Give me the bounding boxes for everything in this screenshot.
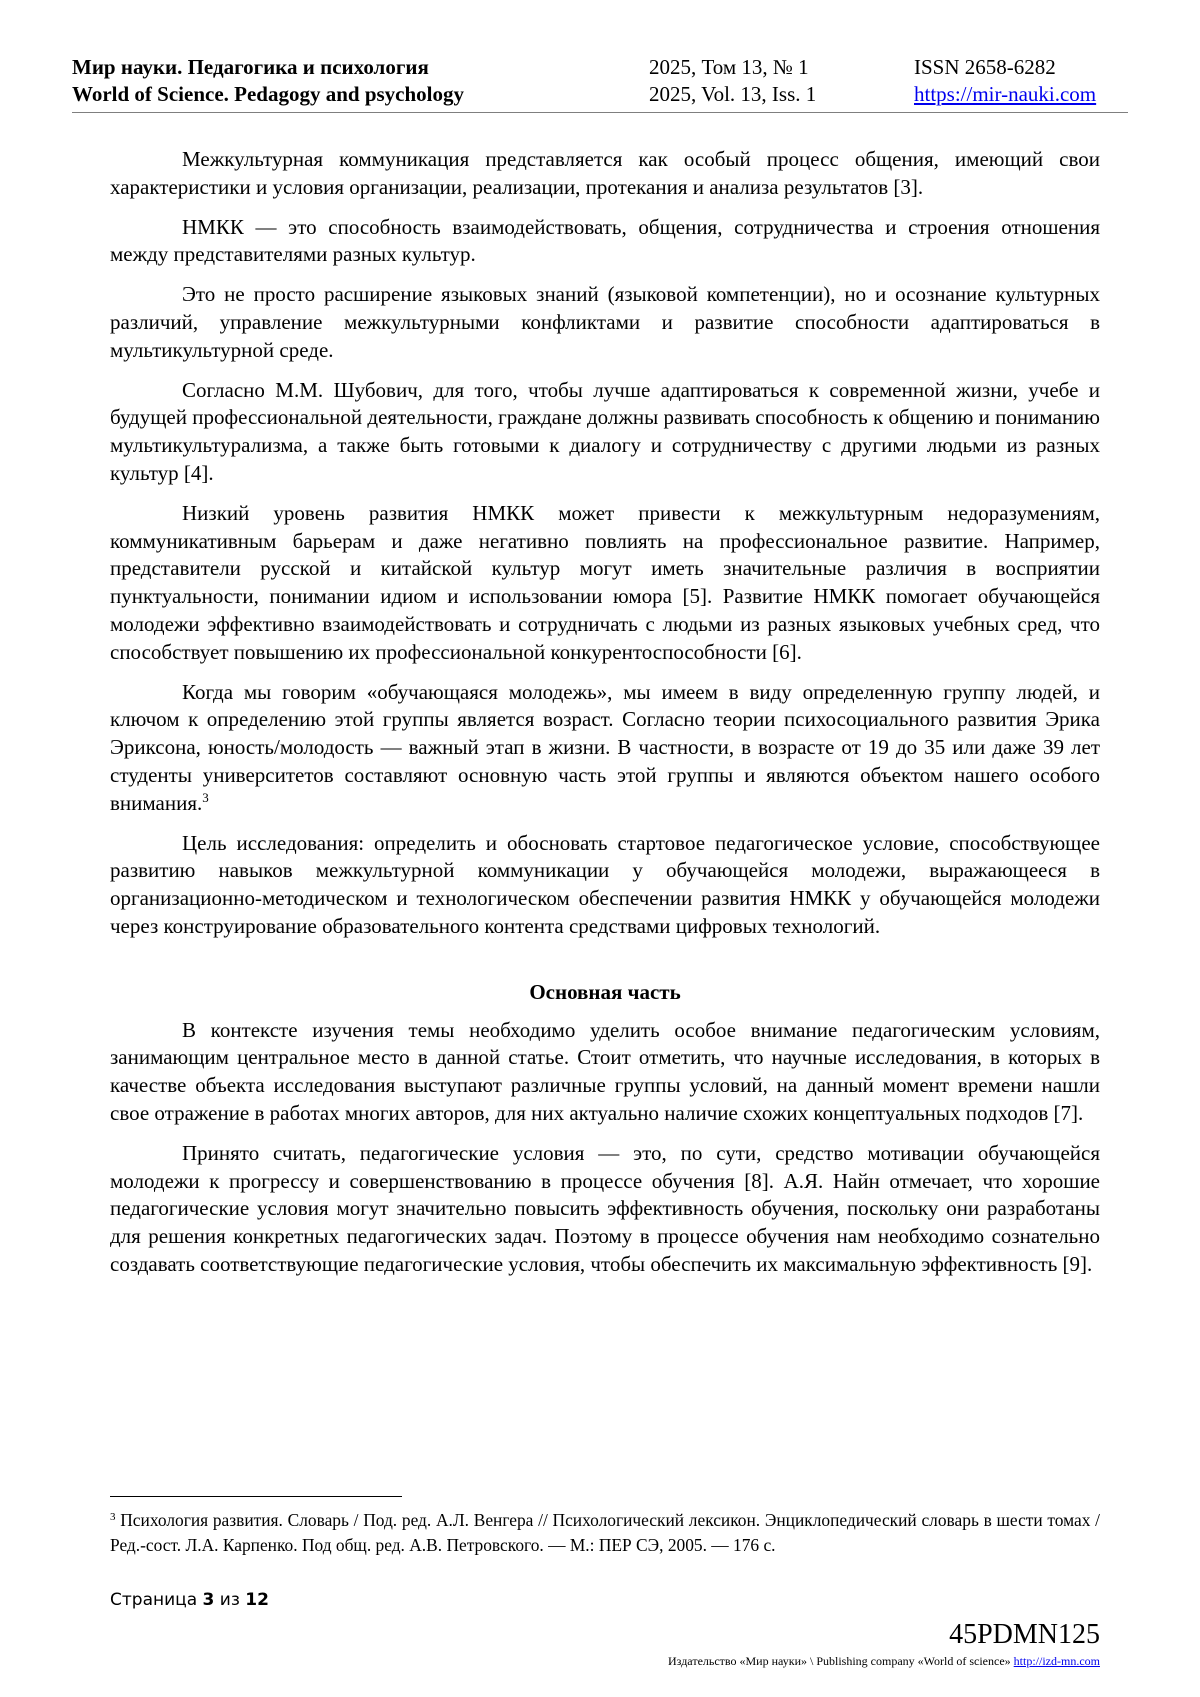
- paragraph: Согласно М.М. Шубович, для того, чтобы лучше адаптироваться к современной жизни, учебе и будущей профессиональной деятельности, граждане должны развивать способность к общению и пониманию мультикультурализма, а также быть готовыми к диалогу и сотрудничеству с другими людьми из разных культур [4].: [110, 377, 1100, 485]
- publisher-url-link[interactable]: http://izd-mn.com: [1013, 1654, 1100, 1668]
- paragraph: Цель исследования: определить и обосновать стартовое педагогическое условие, способствующее развитию навыков межкультурной коммуникации у обучающейся молодежи, выражающееся в организационно-методическом и технологическом обеспечении развития НМКК у обучающейся молодежи через конструирование образовательного контента средствами цифровых технологий.: [110, 830, 1100, 938]
- footnote: [110, 1508, 1100, 1558]
- page-number: [110, 1590, 269, 1610]
- section-heading: Основная часть: [529, 979, 681, 1004]
- header-divider: [72, 112, 1128, 113]
- publisher-line: [668, 1654, 1100, 1668]
- journal-title: [72, 54, 464, 108]
- journal-url-link[interactable]: https://mir-nauki.com: [914, 82, 1097, 106]
- footnote-divider: [110, 1496, 402, 1497]
- paragraph: В контексте изучения темы необходимо уделить особое внимание педагогическим условиям, занимающим центральное место в данной статье. Стоит отметить, что научные исследования, в которых в качестве объекта исследования выступают различные группы условий, на данный момент времени нашли свое отражение в работах многих авторов, для них актуально наличие схожих концептуальных подходов [7].: [110, 1017, 1100, 1125]
- publisher-text: Издательство «Мир науки» \ Publishing company «World of science»: [668, 1654, 1011, 1668]
- paragraph: Низкий уровень развития НМКК может привести к межкультурным недоразумениям, коммуникативным барьерам и даже негативно повлиять на профессиональное развитие. Например, представители русской и китайской культур могут иметь значительные различия в восприятии пунктуальности, понимании идиом и использовании юмора [5]. Развитие НМКК помогает обучающейся молодежи эффективно взаимодействовать и сотрудничать с людьми из разных языковых учебных сред, что способствует повышению их профессиональной конкурентоспособности [6].: [110, 500, 1100, 664]
- footnote-text: Психология развития. Словарь / Под. ред. А.Л. Венгера // Психологический лексикон. Энциклопедический словарь в шести томах / Ред.-сост. Л.А. Карпенко. Под общ. ред. А.В. Петровского. — М.: ПЕР СЭ, 2005. — 176 с.: [110, 1510, 1101, 1555]
- issn: ISSN 2658-6282: [914, 55, 1056, 79]
- issn-info: [914, 54, 1096, 108]
- footnote-reference: 3: [202, 789, 209, 805]
- paragraph-text: Когда мы говорим «обучающаяся молодежь», мы имеем в виду определенную группу людей, и ключом к определению этой группы является возраст. Согласно теории психосоциального развития Эрика Эриксона, юность/молодость — важный этап в жизни. В частности, в возрасте от 19 до 35 или даже 39 лет студенты университетов составляют основную часть этой группы и являются объектом нашего особого внимания.: [110, 679, 1100, 815]
- paragraph: НМКК — это способность взаимодействовать, общения, сотрудничества и строения отношения между представителями разных культур.: [110, 214, 1100, 267]
- page-word: Страница: [110, 1590, 198, 1610]
- article-body: [110, 146, 1100, 1291]
- page-of: из: [219, 1590, 240, 1610]
- article-code: 45PDMN125: [949, 1619, 1100, 1650]
- volume-info: [649, 54, 816, 108]
- paragraph: Принято считать, педагогические условия — это, по сути, средство мотивации обучающейся молодежи к прогрессу и совершенствованию в процессе обучения [8]. А.Я. Найн отмечает, что хорошие педагогические условия могут значительно повысить эффективность обучения, поскольку они разработаны для решения конкретных педагогических задач. Поэтому в процессе обучения нам необходимо сознательно создавать соответствующие педагогические условия, чтобы обеспечить их максимальную эффективность [9].: [110, 1140, 1100, 1276]
- volume-ru: 2025, Том 13, № 1: [649, 55, 809, 79]
- paragraph-with-footnote: [110, 679, 1100, 818]
- journal-header: [72, 54, 1128, 110]
- volume-en: 2025, Vol. 13, Iss. 1: [649, 82, 817, 106]
- journal-title-en: World of Science. Pedagogy and psychology: [72, 82, 465, 106]
- footnote-number: 3: [110, 1511, 116, 1523]
- paragraph: Межкультурная коммуникация представляется как особый процесс общения, имеющий свои характеристики и условия организации, реализации, протекания и анализа результатов [3].: [110, 147, 1100, 199]
- paragraph: Это не просто расширение языковых знаний (языковой компетенции), но и осознание культурных различий, управление межкультурными конфликтами и развитие способности адаптироваться в мультикультурной среде.: [110, 282, 1100, 362]
- page-current: 3: [202, 1590, 215, 1610]
- journal-title-ru: Мир науки. Педагогика и психология: [72, 55, 429, 79]
- page-total: 12: [245, 1590, 269, 1610]
